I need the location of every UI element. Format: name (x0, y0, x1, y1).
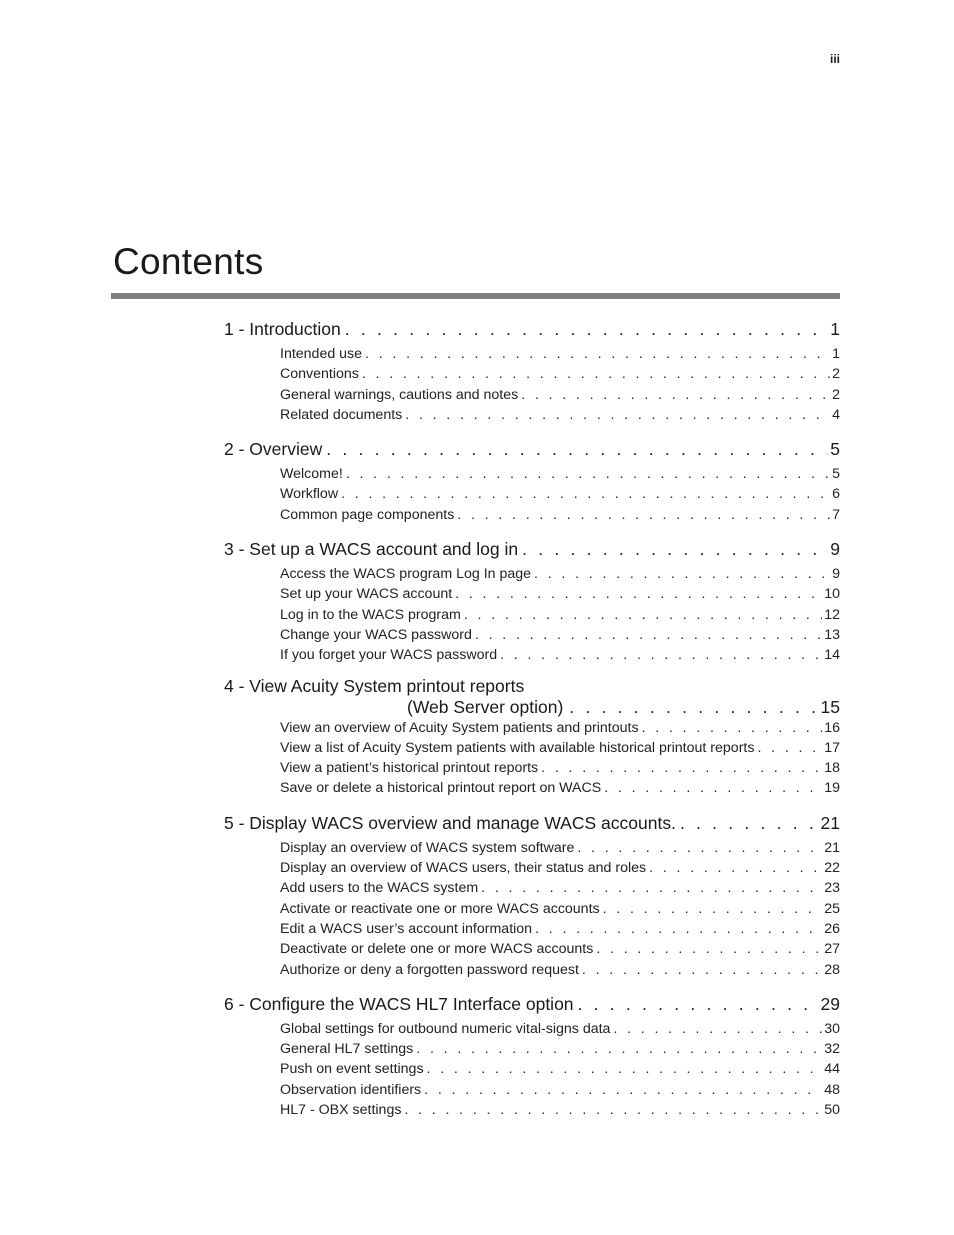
dot-leader (338, 484, 830, 504)
chapter-page-number: 9 (830, 539, 840, 560)
toc-chapter (224, 676, 840, 799)
section-title: Display an overview of WACS users, their status and roles (280, 860, 647, 877)
dot-leader (472, 625, 822, 645)
dot-leader (402, 405, 830, 425)
chapter-entry[interactable] (224, 315, 840, 344)
section-entry[interactable] (280, 758, 840, 778)
page-number: iii (829, 52, 840, 66)
section-page-number: 13 (824, 626, 840, 643)
section-entry[interactable] (280, 718, 840, 738)
section-title: Set up your WACS account (280, 586, 453, 603)
dot-leader (538, 758, 822, 778)
section-entry[interactable] (280, 484, 840, 504)
section-title: Related documents (280, 406, 403, 423)
dot-leader (593, 939, 822, 959)
dot-leader (531, 564, 830, 584)
chapter-title: 5 - Display WACS overview and manage WACS accounts. (224, 812, 676, 833)
section-entry[interactable] (280, 878, 840, 898)
section-page-number: 26 (824, 920, 840, 937)
dot-leader (413, 1039, 822, 1059)
toc-chapter (224, 809, 840, 980)
chapter-title-line2: (Web Server option) (407, 696, 564, 717)
section-page-number: 28 (824, 961, 840, 978)
section-entry[interactable] (280, 625, 840, 645)
chapter-title: 6 - Configure the WACS HL7 Interface option (224, 993, 574, 1014)
section-title: If you forget your WACS password (280, 647, 498, 664)
section-list (280, 1019, 840, 1120)
dot-leader (532, 919, 822, 939)
section-title: Edit a WACS user’s account information (280, 920, 533, 937)
toc-chapter (224, 535, 840, 665)
section-entry[interactable] (280, 344, 840, 364)
section-list (280, 344, 840, 425)
section-page-number: 16 (824, 719, 840, 736)
section-title: View a list of Acuity System patients with available historical printout reports (280, 739, 755, 756)
dot-leader (497, 645, 822, 665)
section-entry[interactable] (280, 645, 840, 665)
dot-leader (359, 364, 830, 384)
section-title: Deactivate or delete one or more WACS accounts (280, 941, 594, 958)
section-page-number: 32 (824, 1041, 840, 1058)
section-page-number: 22 (824, 860, 840, 877)
section-page-number: 19 (824, 780, 840, 797)
section-list (280, 564, 840, 665)
section-page-number: 6 (832, 486, 840, 503)
section-entry[interactable] (280, 960, 840, 980)
section-page-number: 12 (824, 606, 840, 623)
section-page-number: 30 (824, 1020, 840, 1037)
dot-leader (574, 990, 819, 1019)
section-title: Intended use (280, 346, 363, 362)
section-entry[interactable] (280, 385, 840, 405)
section-page-number: 48 (824, 1081, 840, 1098)
chapter-title: 2 - Overview (224, 439, 323, 460)
section-entry[interactable] (280, 939, 840, 959)
section-page-number: 44 (824, 1061, 840, 1078)
section-title: Authorize or deny a forgotten password request (280, 961, 579, 978)
section-page-number: 4 (832, 406, 840, 423)
section-title: Add users to the WACS system (280, 880, 479, 897)
section-entry[interactable] (280, 1019, 840, 1039)
dot-leader (639, 718, 823, 738)
title-rule (111, 293, 840, 299)
section-entry[interactable] (280, 919, 840, 939)
section-entry[interactable] (280, 405, 840, 425)
section-entry[interactable] (280, 858, 840, 878)
section-page-number: 50 (824, 1102, 840, 1119)
toc-chapter (224, 315, 840, 425)
chapter-title: 4 - View Acuity System printout reports (224, 675, 525, 696)
section-title: General warnings, cautions and notes (280, 386, 519, 403)
dot-leader (424, 1059, 823, 1079)
page-title: Contents (113, 241, 264, 282)
section-title: Welcome! (280, 466, 343, 483)
section-title: Log in to the WACS program (280, 606, 461, 623)
section-title: General HL7 settings (280, 1041, 414, 1058)
dot-leader (461, 605, 822, 625)
toc-chapter (224, 435, 840, 525)
section-list (280, 838, 840, 980)
section-page-number: 23 (824, 880, 840, 897)
section-title: View a patient’s historical printout reports (280, 760, 539, 777)
chapter-entry[interactable] (224, 435, 840, 464)
chapter-page-number: 5 (830, 439, 840, 460)
dot-leader (610, 1019, 822, 1039)
chapter-title: 3 - Set up a WACS account and log in (224, 539, 519, 560)
section-entry[interactable] (280, 505, 840, 525)
dot-leader (518, 535, 828, 564)
section-list (280, 464, 840, 525)
section-page-number: 21 (824, 839, 840, 856)
dot-leader (518, 385, 830, 405)
section-entry[interactable] (280, 1100, 840, 1120)
chapter-page-number: 15 (820, 696, 840, 717)
section-title: Conventions (280, 366, 359, 383)
section-page-number: 2 (832, 386, 840, 403)
section-list (280, 718, 840, 799)
dot-leader (676, 809, 819, 838)
chapter-page-number: 21 (820, 812, 840, 833)
dot-leader (421, 1080, 822, 1100)
dot-leader (754, 738, 822, 758)
section-page-number: 9 (832, 566, 840, 583)
dot-leader (341, 315, 829, 344)
section-page-number: 7 (832, 506, 840, 523)
chapter-title: 1 - Introduction (224, 319, 341, 339)
table-of-contents (224, 315, 840, 1130)
dot-leader (454, 505, 830, 525)
section-entry[interactable] (280, 838, 840, 858)
section-page-number: 1 (832, 346, 840, 362)
section-title: Activate or reactivate one or more WACS accounts (280, 900, 600, 917)
chapter-entry[interactable] (224, 809, 840, 838)
section-title: Display an overview of WACS system software (280, 839, 575, 856)
section-title: Global settings for outbound numeric vital-signs data (280, 1020, 611, 1037)
section-title: Access the WACS program Log In page (280, 566, 532, 583)
section-title: Observation identifiers (280, 1081, 422, 1098)
section-title: Workflow (280, 486, 339, 503)
section-entry[interactable] (280, 1039, 840, 1059)
section-page-number: 5 (832, 466, 840, 483)
toc-chapter (224, 990, 840, 1120)
chapter-page-number: 29 (820, 993, 840, 1014)
dot-leader (452, 584, 822, 604)
dot-leader (579, 960, 822, 980)
dot-leader (478, 878, 822, 898)
section-title: HL7 - OBX settings (280, 1102, 402, 1119)
section-entry[interactable] (280, 464, 840, 484)
section-title: Change your WACS password (280, 626, 472, 643)
section-entry[interactable] (280, 364, 840, 384)
dot-leader (563, 696, 820, 718)
section-entry[interactable] (280, 584, 840, 604)
section-page-number: 25 (824, 900, 840, 917)
chapter-entry[interactable] (224, 676, 840, 718)
section-entry[interactable] (280, 738, 840, 758)
chapter-entry[interactable] (224, 990, 840, 1019)
section-entry[interactable] (280, 778, 840, 798)
section-page-number: 27 (824, 941, 840, 958)
section-entry[interactable] (280, 1080, 840, 1100)
dot-leader (343, 464, 830, 484)
section-page-number: 2 (832, 366, 840, 383)
section-title: View an overview of Acuity System patients and printouts (280, 719, 639, 736)
section-title: Common page components (280, 506, 455, 523)
section-entry[interactable] (280, 1059, 840, 1079)
section-page-number: 17 (824, 739, 840, 756)
dot-leader (362, 344, 830, 364)
section-entry[interactable] (280, 605, 840, 625)
dot-leader (646, 858, 822, 878)
dot-leader (322, 435, 828, 464)
chapter-entry[interactable] (224, 535, 840, 564)
section-entry[interactable] (280, 564, 840, 584)
dot-leader (574, 838, 822, 858)
dot-leader (600, 899, 823, 919)
dot-leader (401, 1100, 822, 1120)
section-page-number: 10 (824, 586, 840, 603)
section-entry[interactable] (280, 899, 840, 919)
section-title: Push on event settings (280, 1061, 424, 1078)
section-title: Save or delete a historical printout report on WACS (280, 780, 602, 797)
chapter-page-number: 1 (830, 319, 840, 339)
section-page-number: 18 (824, 760, 840, 777)
dot-leader (601, 778, 822, 798)
section-page-number: 14 (824, 647, 840, 664)
